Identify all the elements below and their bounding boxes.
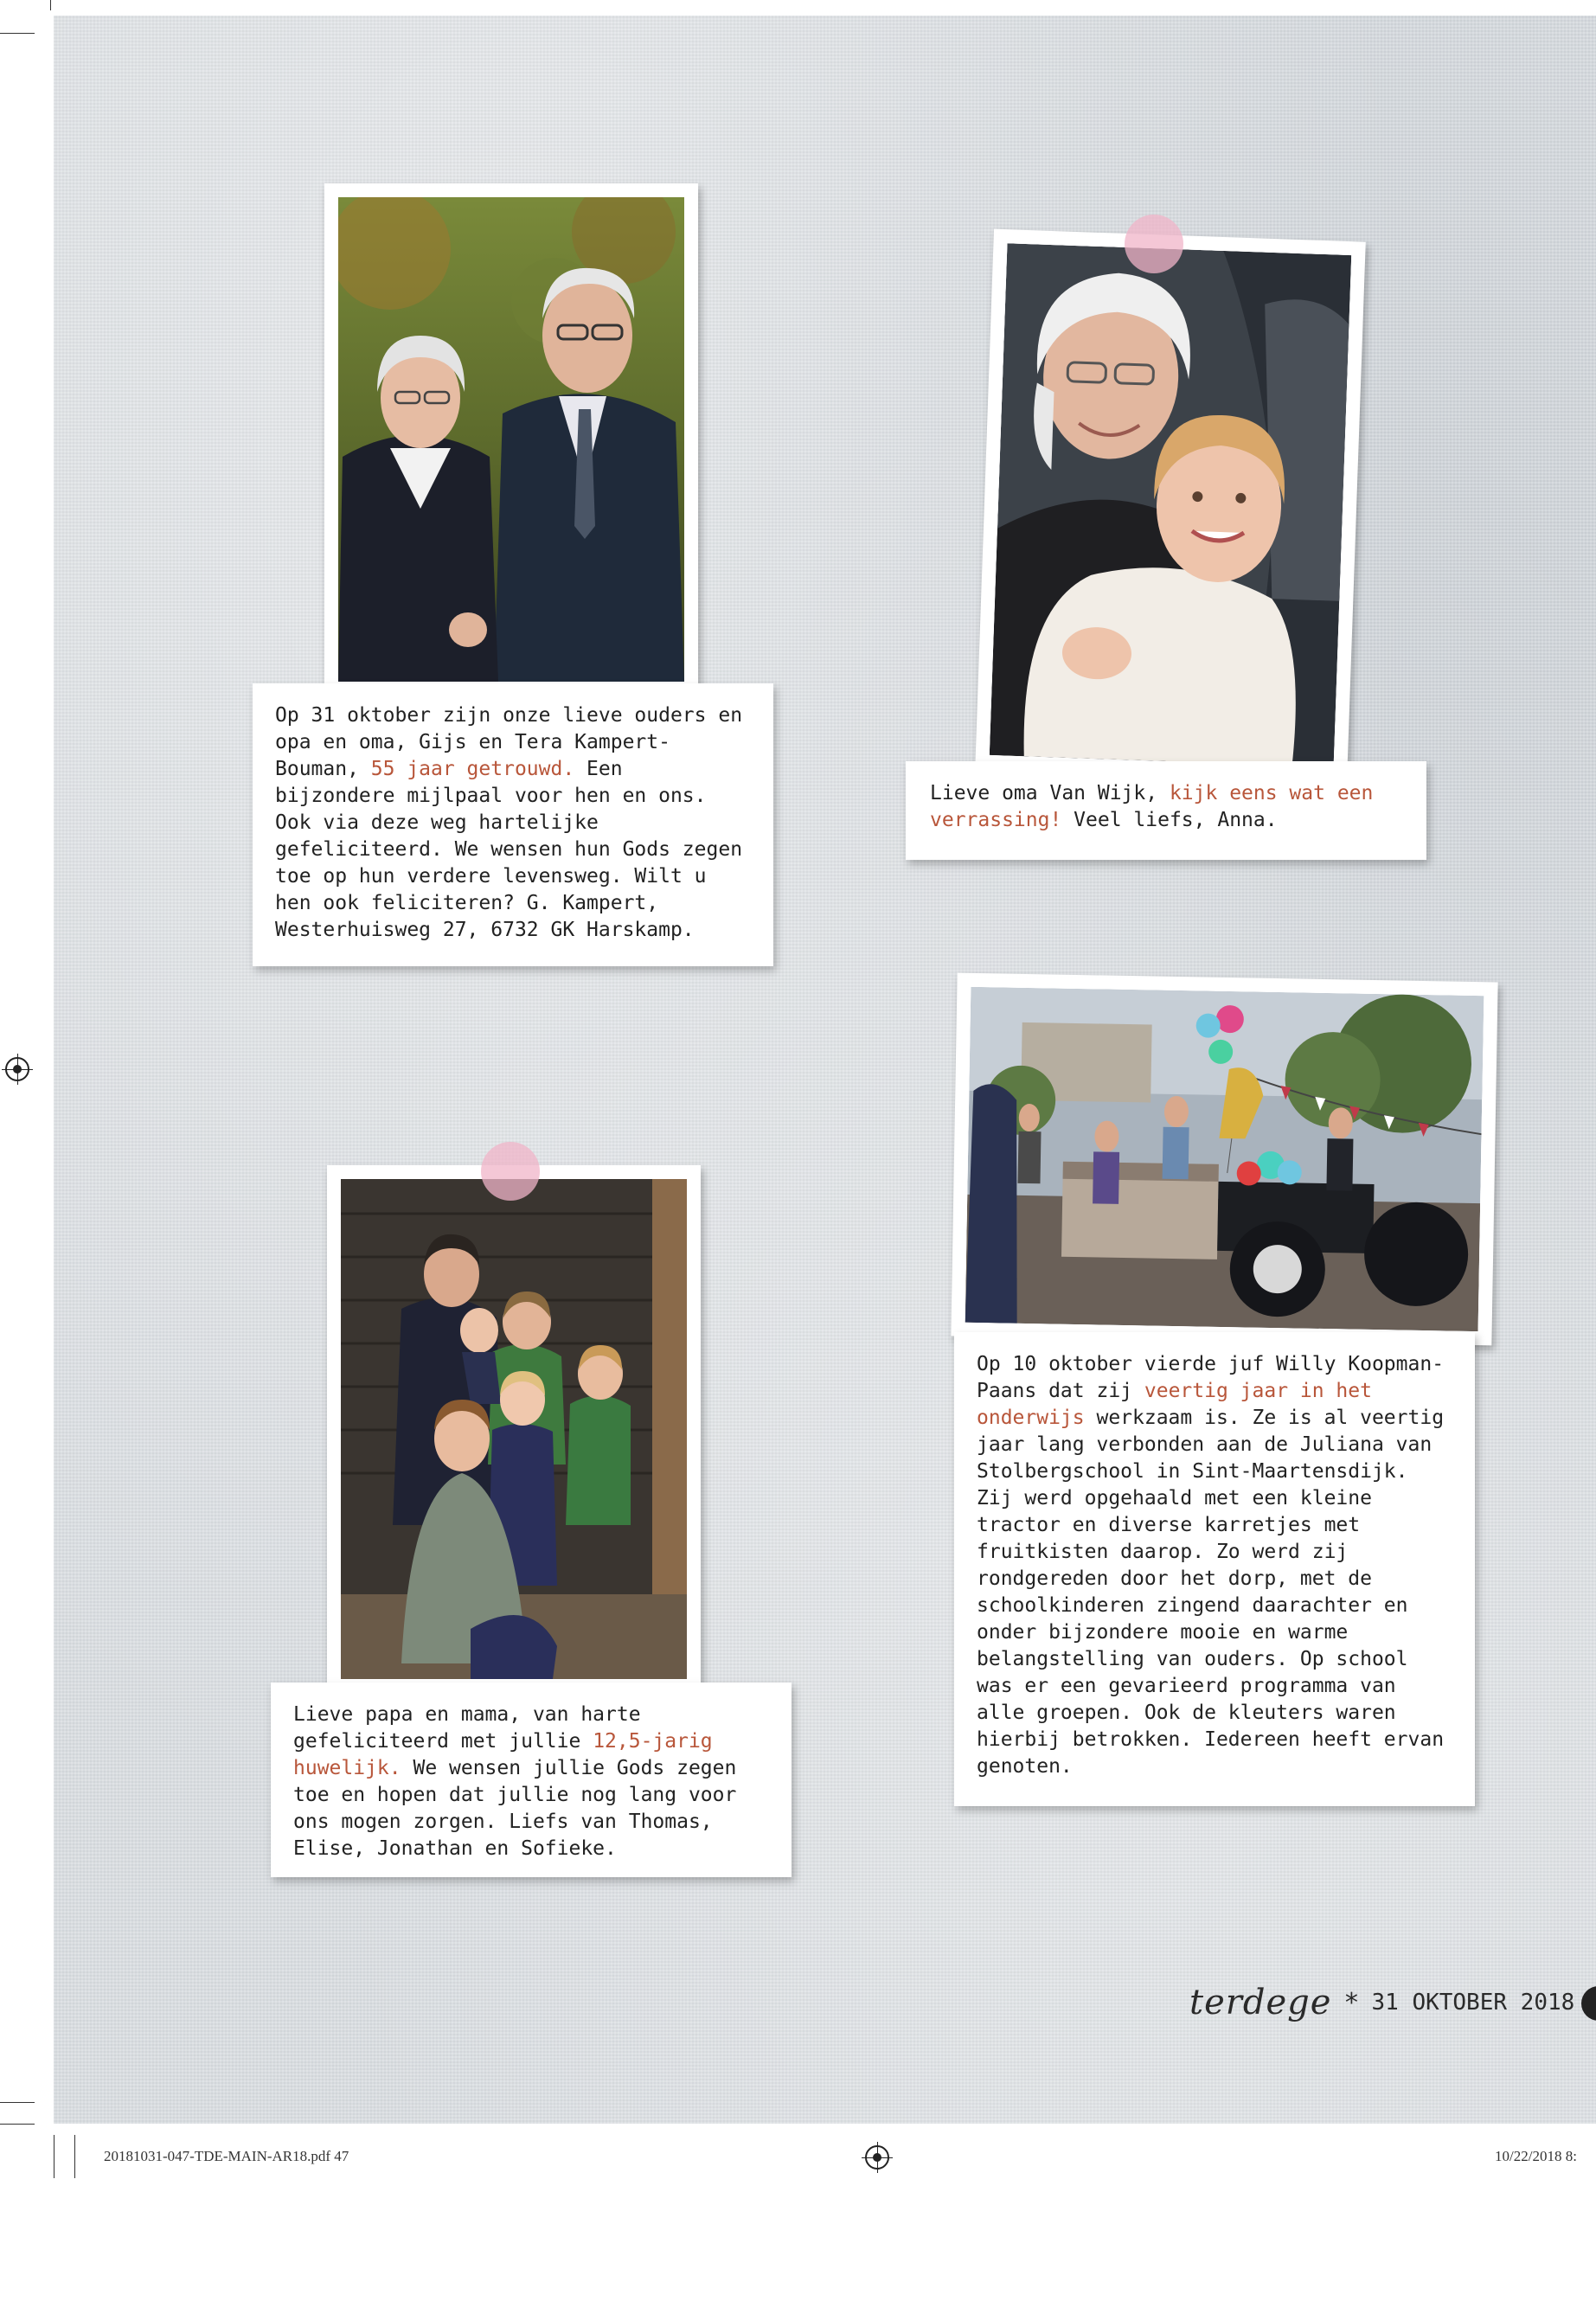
caption-grandparents: [253, 683, 773, 966]
issue-date: 31 OKTOBER 2018: [1371, 1990, 1575, 2016]
caption-highlight: 12,5-jarig huwelijk.: [293, 1730, 713, 1779]
photo-tractor: [951, 973, 1497, 1346]
caption-text: Lieve papa en mama, van harte gefeliciteerd met jullie: [293, 1703, 641, 1753]
caption-text: Op 31 oktober zijn onze lieve ouders en opa en oma, Gijs en Tera Kampert-Bouman,: [275, 704, 743, 780]
magazine-logo: terdege: [1189, 1983, 1332, 2022]
caption-highlight: kijk eens wat een verrassing!: [930, 782, 1374, 831]
caption-text: Veel liefs, Anna.: [1061, 809, 1278, 831]
pin: [481, 1142, 540, 1201]
pin: [1125, 215, 1183, 273]
caption-text: werkzaam is. Ze is al veertig jaar lang verbonden aan de Juliana van Stolbergschool in Sint-Maartensdijk. Zij werd opgehaald met een kleine tractor en diverse karretjes met fruitkisten daarop. Zo werd zij rondgereden door het dorp, met de schoolkinderen zingend daarachter en onder bijzondere mooie en warme belangstelling van ouders. Op school was er een gevarieerd programma van alle groepen. Ook de kleuters waren hierbij betrokken. Iedereen heeft ervan genoten.: [977, 1407, 1445, 1778]
crop-mark: [0, 33, 35, 34]
caption-text: Op 10 oktober vierde juf Willy Koopman-Paans dat zij: [977, 1353, 1445, 1402]
photo-family: [327, 1165, 701, 1693]
caption-highlight: 55 jaar getrouwd.: [370, 758, 575, 780]
photo-oma-anna: [975, 229, 1366, 783]
print-timestamp: 10/22/2018 8:: [1495, 2148, 1577, 2164]
caption-highlight: veertig jaar in het onderwijs: [977, 1380, 1372, 1429]
tractor-image: [965, 987, 1484, 1331]
registration-mark-icon: [5, 1057, 29, 1081]
caption-tractor: [954, 1332, 1475, 1806]
family-image: [341, 1179, 687, 1679]
crop-mark: [74, 2135, 75, 2178]
crop-mark: [0, 2102, 35, 2103]
caption-oma-anna: [906, 761, 1426, 860]
photo-grandparents: [324, 183, 698, 694]
star-icon: *: [1343, 1987, 1360, 2018]
caption-text: Een bijzondere mijlpaal voor hen en ons. Ook via deze weg hartelijke gefeliciteerd. We wensen hun Gods zegen toe op hun verdere levensweg. Wilt u hen ook feliciteren? G. Kampert, Westerhuisweg 27, 6732 GK Harskamp.: [275, 758, 743, 941]
grandparents-image: [338, 197, 684, 682]
print-file-info: 20181031-047-TDE-MAIN-AR18.pdf 47: [104, 2148, 349, 2164]
magazine-footer: [1189, 1977, 1574, 2029]
crop-mark: [50, 0, 51, 10]
registration-mark-icon: [865, 2145, 889, 2170]
caption-text: Lieve oma Van Wijk,: [930, 782, 1170, 804]
crop-mark: [0, 2124, 35, 2125]
oma-anna-image: [990, 243, 1351, 767]
caption-text: We wensen jullie Gods zegen toe en hopen dat jullie nog lang voor ons mogen zorgen. Liefs van Thomas, Elise, Jonathan en Sofieke.: [293, 1757, 737, 1860]
caption-family: [271, 1682, 792, 1877]
